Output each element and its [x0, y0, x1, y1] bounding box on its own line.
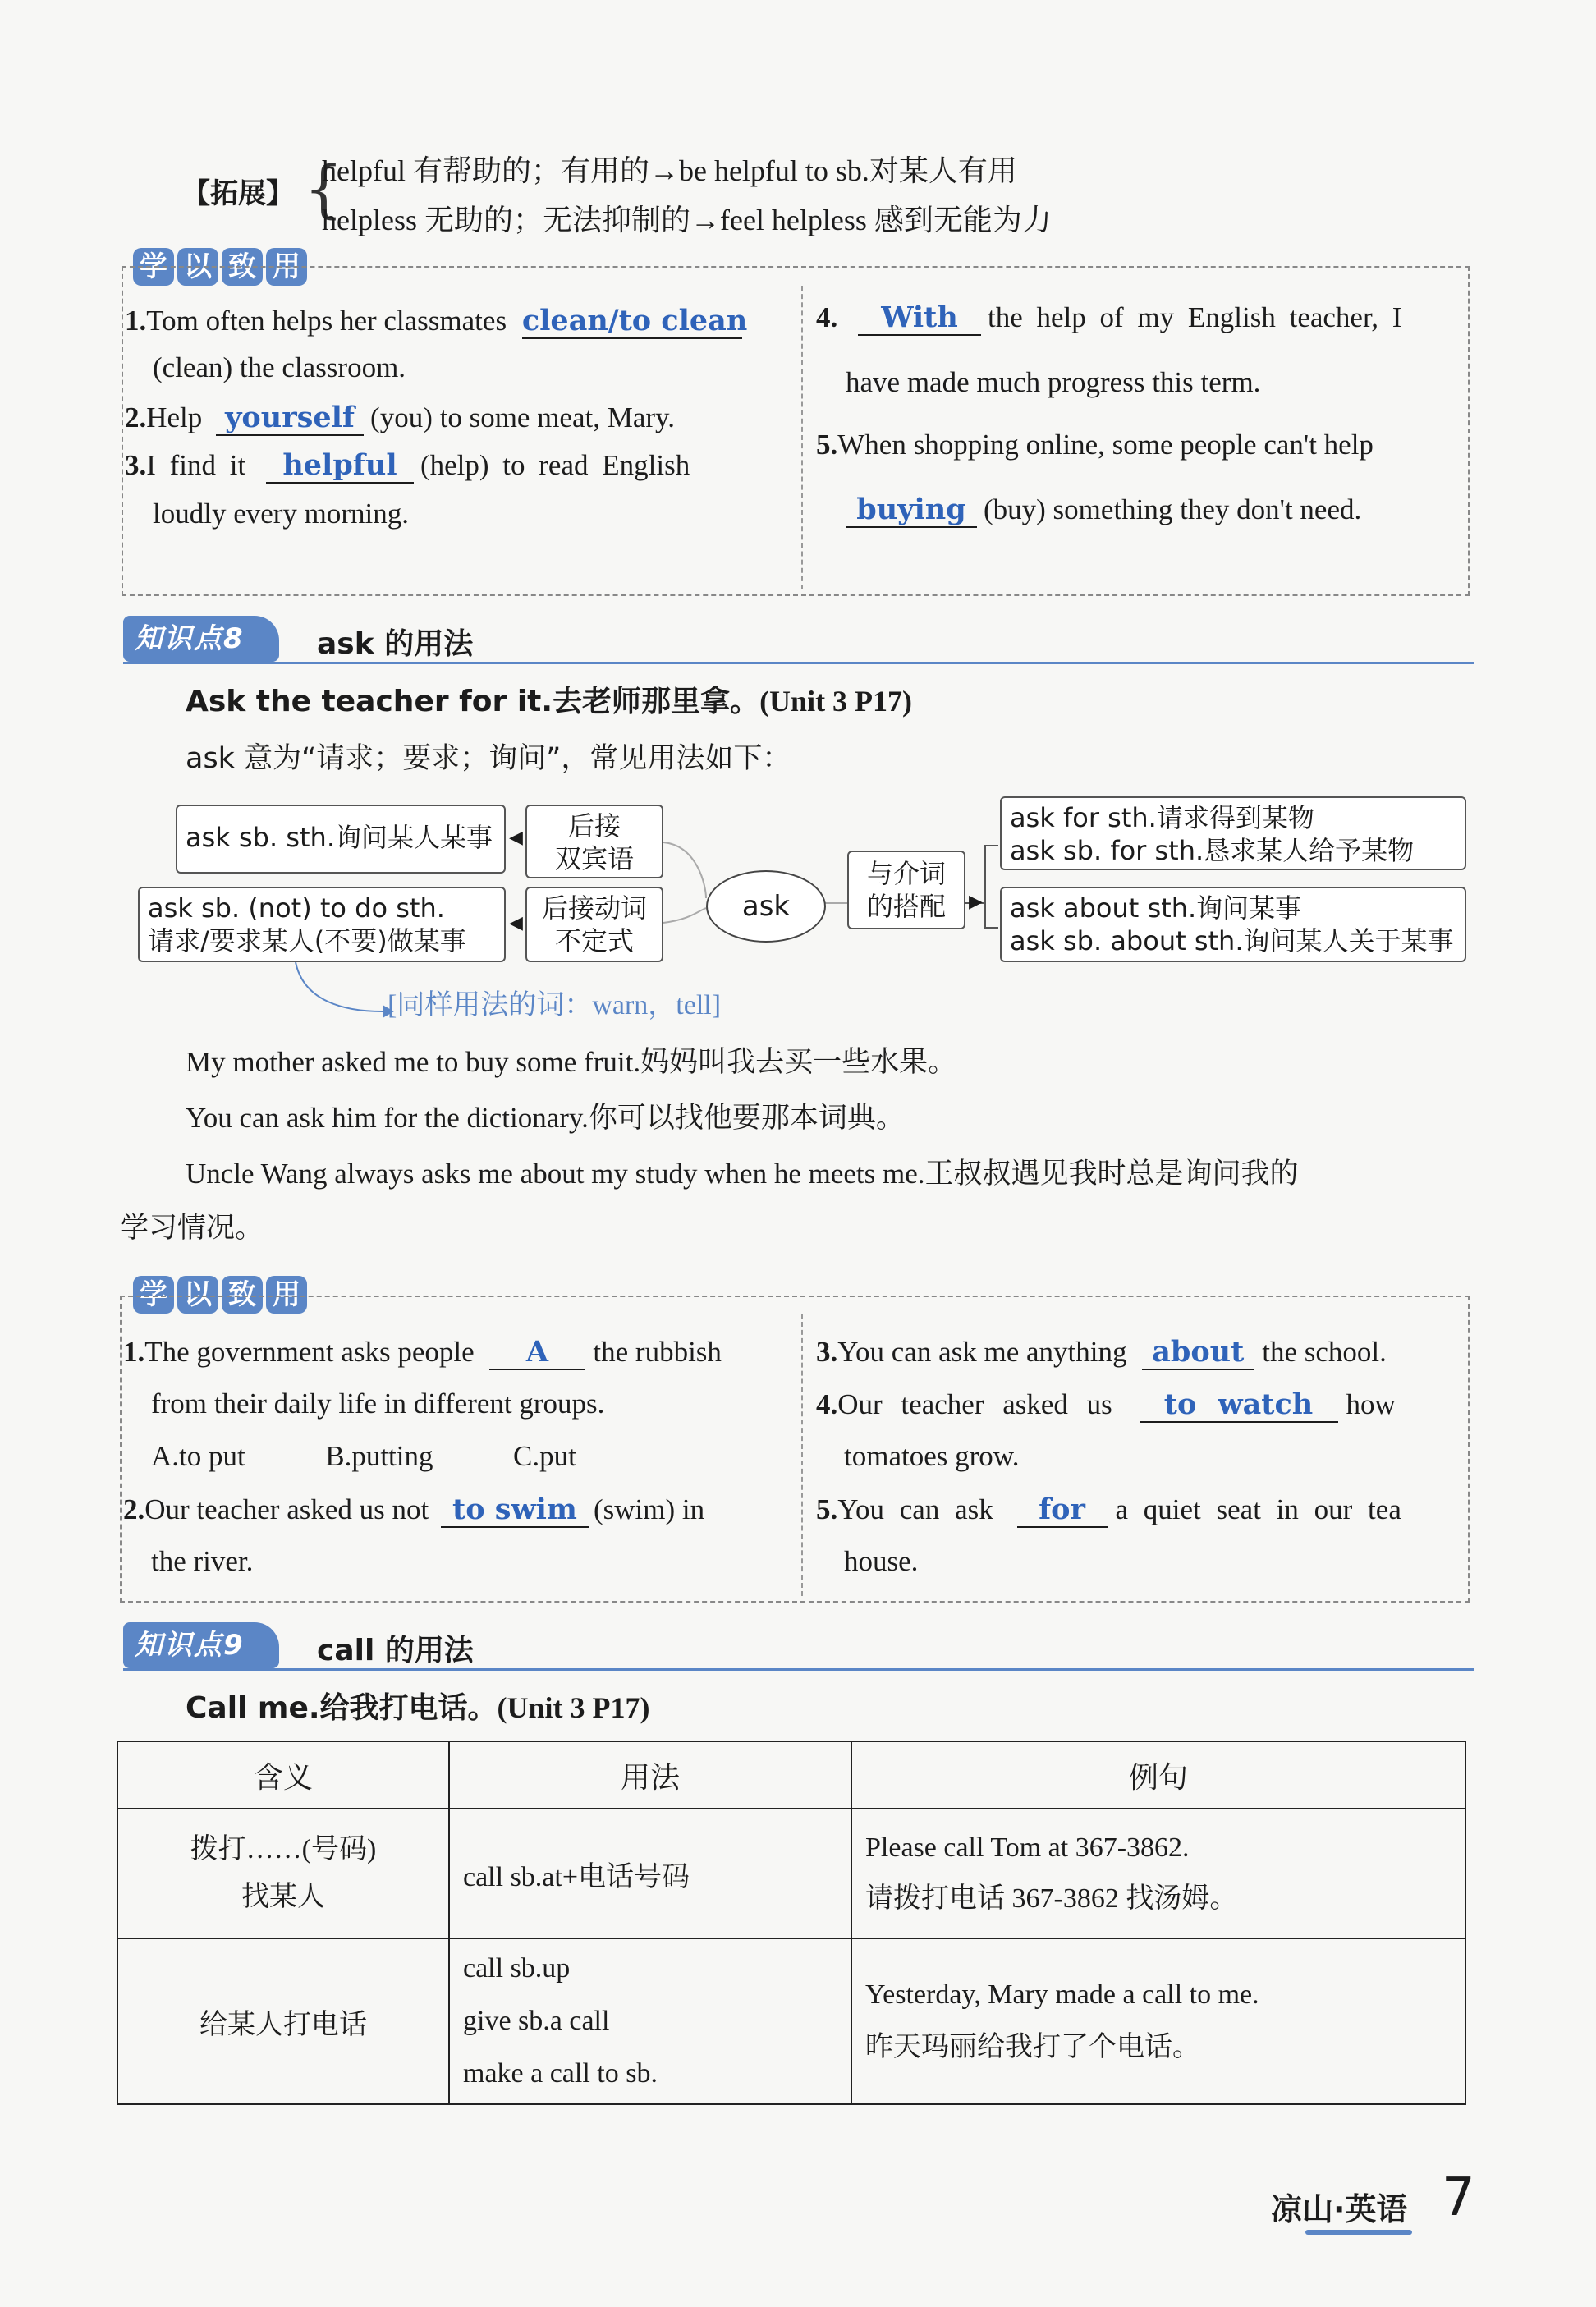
table-row: 给某人打电话 call sb.up give sb.a call make a call to sb. Yesterday, Mary made a call to me. 昨天玛丽给我打了个电话。 [117, 1938, 1465, 2104]
kp8-example: Ask the teacher for it.去老师那里拿。(Unit 3 P17) [186, 685, 913, 718]
call-usage-table [117, 1741, 1466, 2105]
diagram-box-prep: 与介词 的搭配 [847, 851, 965, 929]
brace-icon: { [304, 152, 344, 225]
ex2-q5-cont: house. [844, 1545, 919, 1577]
ex1-q5-cont: buying (buy) something they don't need. [846, 493, 1361, 528]
table-header: 例句 [851, 1741, 1465, 1809]
tuozhan-line1: helpful 有帮助的；有用的→be helpful to sb.对某人有用 [322, 154, 1017, 187]
kp8-intro: ask 意为“请求；要求；询问”，常见用法如下： [186, 742, 791, 775]
answer-q1: A [525, 1335, 548, 1369]
ex2-q1: 1.The government asks people A the rubbish [123, 1335, 722, 1369]
option-a: A.to put [151, 1440, 245, 1472]
answer-q1: clean/to clean [521, 304, 748, 337]
ex2-q5: 5.You can ask for a quiet seat in our tea [816, 1493, 1401, 1526]
ex1-q2: 2.Help yourself (you) to some meat, Mary. [125, 401, 676, 434]
kp8-example-1: My mother asked me to buy some fruit.妈妈叫我去买一些水果。 [186, 1046, 957, 1078]
ex2-q2: 2.Our teacher asked us not to swim (swim) in [123, 1493, 705, 1526]
kp9-title: call 的用法 [317, 1634, 474, 1667]
footer-bar [1305, 2230, 1412, 2235]
ex1-q3-cont: loudly every morning. [153, 498, 410, 530]
page-number: 7 [1442, 2167, 1475, 2228]
kp8-badge: 知识点8 [123, 616, 279, 662]
ex1-q1: 1.Tom often helps her classmates clean/to clean [125, 304, 748, 337]
practice-tag-1: 学 以 致 用 [133, 248, 307, 286]
arrow-left-icon: ◀ [509, 913, 523, 933]
answer-q3: helpful [282, 448, 397, 482]
ex1-q3: 3.I find it helpful (help) to read English [125, 448, 690, 482]
answer-q4: With [881, 300, 958, 334]
kp9-example: Call me.给我打电话。(Unit 3 P17) [186, 1691, 650, 1725]
answer-q4: to watch [1163, 1387, 1314, 1421]
ex2-q1-cont: from their daily life in different groups. [151, 1387, 605, 1420]
divider [801, 1314, 803, 1596]
answer-q2: yourself [225, 401, 355, 434]
diagram-box-mid2: 后接动词 不定式 [525, 887, 663, 962]
kp9-header [123, 1622, 1474, 1671]
ex1-q5: 5.When shopping online, some people can't help [816, 429, 1374, 461]
answer-q5: for [1039, 1493, 1085, 1526]
same-usage-note: [同样用法的词：warn，tell] [388, 990, 722, 1020]
arrow-left-icon: ◀ [509, 828, 523, 848]
table-row: 拨打……(号码) 找某人 call sb.at+电话号码 Please call Tom at 367-3862. 请拨打电话 367-3862 找汤姆。 [117, 1809, 1465, 1938]
ex2-q1-options [151, 1440, 576, 1473]
ex2-q2-cont: the river. [151, 1545, 254, 1577]
ex2-q4: 4.Our teacher asked us to watch how [816, 1387, 1396, 1421]
diagram-box-mid1: 后接 双宾语 [525, 805, 663, 878]
ex1-q4-cont: have made much progress this term. [846, 366, 1261, 398]
ex1-q4: 4. With the help of my English teacher, I [816, 300, 1402, 334]
arrow-right-icon: ▶ [969, 892, 983, 912]
ex2-q3: 3.You can ask me anything about the school. [816, 1335, 1387, 1369]
answer-q5: buying [856, 493, 966, 526]
tuozhan-line2: helpless 无助的；无法抑制的→feel helpless 感到无能为力 [322, 204, 1052, 236]
kp8-example-3b: 学习情况。 [120, 1212, 264, 1244]
kp8-example-2: You can ask him for the dictionary.你可以找他要那本词典。 [186, 1102, 905, 1134]
kp8-title: ask 的用法 [317, 627, 474, 661]
footer-label: 凉山·英语 [1271, 2191, 1408, 2227]
option-c: C.put [513, 1440, 576, 1472]
option-b: B.putting [325, 1440, 433, 1472]
answer-q3: about [1152, 1335, 1245, 1369]
diagram-box-left1: ask sb. sth.询问某人某事 [176, 805, 506, 874]
diagram-box-left2: ask sb. (not) to do sth. 请求/要求某人(不要)做某事 [138, 887, 506, 962]
ex2-q4-cont: tomatoes grow. [844, 1440, 1020, 1472]
table-header: 用法 [449, 1741, 851, 1809]
practice-tag-2: 学 以 致 用 [133, 1276, 307, 1314]
answer-q2: to swim [452, 1493, 577, 1526]
diagram-box-right2: ask about sth.询问某事 ask sb. about sth.询问某人关于某事 [1000, 887, 1466, 962]
ex1-q1-hint: (clean) the classroom. [153, 351, 406, 383]
tuozhan-label: 【拓展】 [182, 177, 294, 210]
kp9-badge: 知识点9 [123, 1622, 279, 1668]
diagram-center: ask [706, 870, 826, 943]
diagram-box-right1: ask for sth.请求得到某物 ask sb. for sth.恳求某人给予某物 [1000, 796, 1466, 870]
table-header: 含义 [117, 1741, 449, 1809]
kp8-example-3: Uncle Wang always asks me about my study when he meets me.王叔叔遇见我时总是询问我的 [186, 1158, 1299, 1190]
